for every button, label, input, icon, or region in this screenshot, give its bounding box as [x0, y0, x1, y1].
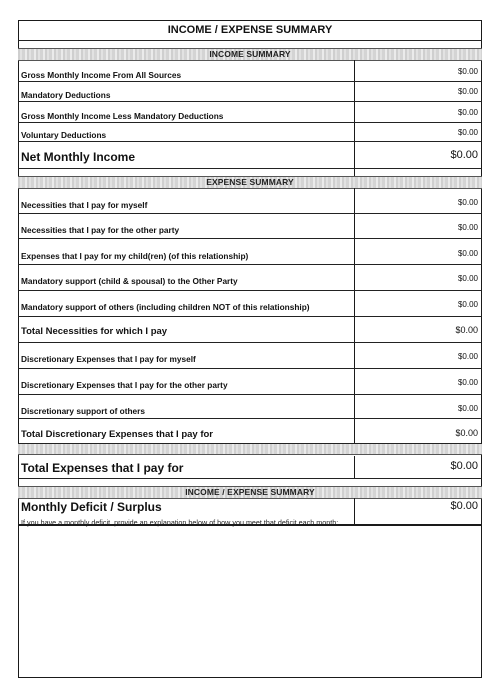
discretionary-myself-value[interactable]: $0.00	[457, 352, 478, 361]
total-discretionary-value[interactable]: $0.00	[455, 428, 478, 438]
necessities-myself-label: Necessities that I pay for myself	[21, 200, 148, 210]
necessities-other-party-value[interactable]: $0.00	[457, 223, 478, 232]
total-discretionary-label: Total Discretionary Expenses that I pay for	[21, 429, 213, 440]
discretionary-others-value[interactable]: $0.00	[457, 404, 478, 413]
necessities-myself-value[interactable]: $0.00	[457, 198, 478, 207]
mandatory-support-other-party-label: Mandatory support (child & spousal) to the Other Party	[21, 276, 238, 286]
income-summary-header	[18, 48, 482, 61]
mandatory-support-others-label: Mandatory support of others (including children NOT of this relationship)	[21, 302, 310, 312]
income-summary-header-text: INCOME SUMMARY	[209, 49, 291, 59]
income-expense-summary-header-text: INCOME / EXPENSE SUMMARY	[185, 487, 315, 497]
expense-summary-header	[18, 176, 482, 189]
mandatory-support-others-value[interactable]: $0.00	[457, 300, 478, 309]
child-expenses-label: Expenses that I pay for my child(ren) (of this relationship)	[21, 251, 249, 261]
total-expenses-label: Total Expenses that I pay for	[21, 461, 184, 475]
mandatory-support-other-party-value[interactable]: $0.00	[457, 274, 478, 283]
net-income-label: Net Monthly Income	[21, 150, 136, 164]
form-title: INCOME / EXPENSE SUMMARY	[167, 24, 333, 36]
mandatory-deductions-value[interactable]: $0.00	[457, 87, 478, 96]
deficit-explanation-box[interactable]	[18, 525, 482, 678]
voluntary-deductions-label: Voluntary Deductions	[21, 130, 107, 140]
child-expenses-value[interactable]: $0.00	[457, 249, 478, 258]
deficit-explanation-note: If you have a monthly deficit, provide an explanation below of how you meet that deficit each month:	[21, 518, 339, 527]
total-expenses-value[interactable]: $0.00	[450, 460, 478, 472]
discretionary-myself-label: Discretionary Expenses that I pay for myself	[21, 354, 196, 364]
gross-income-label: Gross Monthly Income From All Sources	[21, 70, 182, 80]
total-necessities-value[interactable]: $0.00	[455, 325, 478, 335]
discretionary-other-party-value[interactable]: $0.00	[457, 378, 478, 387]
necessities-other-party-label: Necessities that I pay for the other party	[21, 225, 180, 235]
deficit-surplus-value[interactable]: $0.00	[450, 500, 478, 512]
income-expense-summary-header	[18, 486, 482, 499]
expense-summary-header-text: EXPENSE SUMMARY	[206, 177, 294, 187]
net-income-value[interactable]: $0.00	[450, 149, 478, 161]
mandatory-deductions-label: Mandatory Deductions	[21, 90, 111, 100]
income-less-deductions-label: Gross Monthly Income Less Mandatory Deductions	[21, 111, 224, 121]
income-less-deductions-value[interactable]: $0.00	[457, 108, 478, 117]
voluntary-deductions-value[interactable]: $0.00	[457, 128, 478, 137]
total-necessities-label: Total Necessities for which I pay	[21, 326, 168, 337]
gross-income-value[interactable]: $0.00	[457, 67, 478, 76]
discretionary-others-label: Discretionary support of others	[21, 406, 146, 416]
spacer-band	[18, 444, 482, 455]
discretionary-other-party-label: Discretionary Expenses that I pay for the other party	[21, 380, 228, 390]
income-expense-summary-form	[18, 20, 482, 678]
deficit-surplus-label: Monthly Deficit / Surplus	[21, 500, 162, 514]
